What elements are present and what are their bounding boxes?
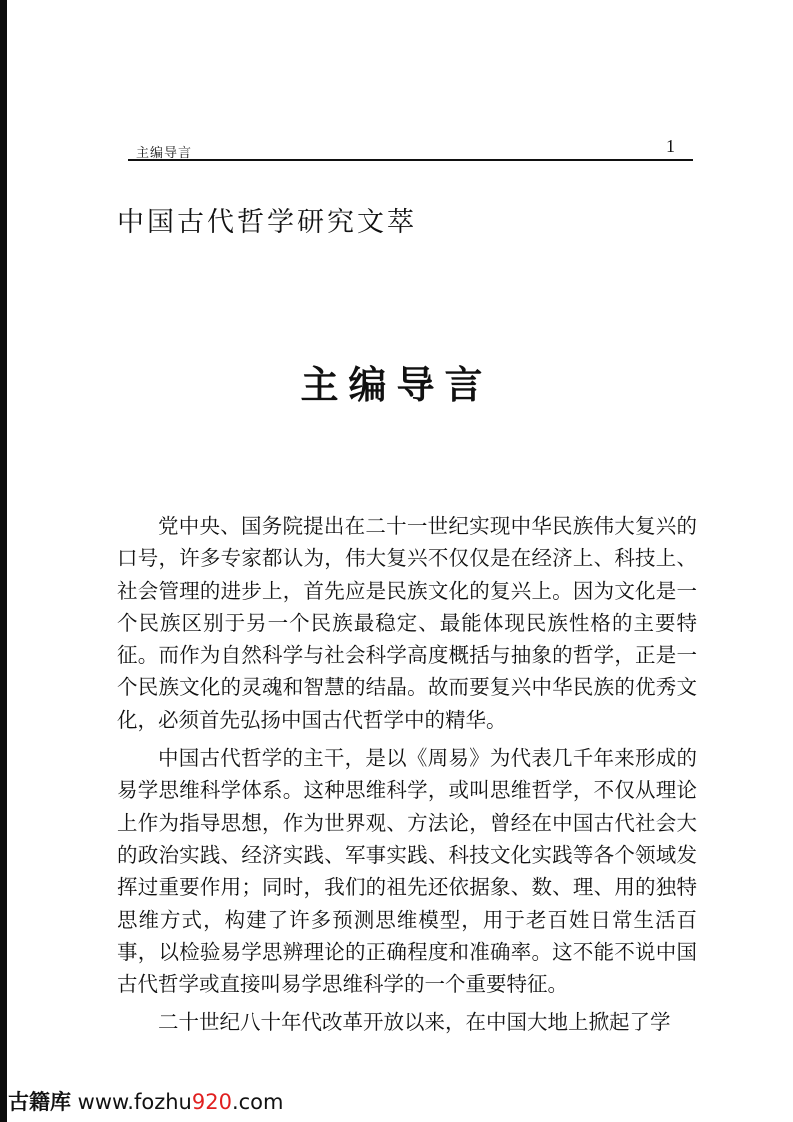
running-title: 主编导言: [136, 146, 193, 161]
chapter-title: 主编导言: [300, 363, 493, 407]
body-text: [117, 510, 697, 1045]
watermark-url-suffix: .com: [231, 1090, 284, 1114]
paragraph: 二十世纪八十年代改革开放以来，在中国大地上掀起了学: [158, 1010, 671, 1035]
running-header: [128, 136, 693, 160]
paragraph: 中国古代哲学的主干，是以《周易》为代表几千年来形成的易学思维科学体系。这种思维科学，或叫思维哲学，不仅从理论上作为指导思想，作为世界观、方法论，曾经在中国古代社会大的政治实践、经济实践、军事实践、科技文化实践等各个领域发挥过重要作用；同时，我们的祖先还依据象、数、理、用的独特思维方式，构建了许多预测思维模型，用于老百姓日常生活百事，以检验易学思辨理论的正确程度和准确率。这不能不说中国古代哲学或直接叫易学思维科学的一个重要特征。: [117, 746, 697, 997]
scan-left-edge: [0, 0, 7, 1122]
watermark-url-number: 920: [191, 1090, 232, 1114]
watermark-name: 古籍库: [8, 1090, 71, 1114]
watermark: [8, 1086, 283, 1116]
paragraph: 党中央、国务院提出在二十一世纪实现中华民族伟大复兴的口号，许多专家都认为，伟大复兴不仅仅是在经济上、科技上、社会管理的进步上，首先应是民族文化的复兴上。因为文化是一个民族区别于另一个民族最稳定、最能体现民族性格的主要特征。而作为自然科学与社会科学高度概括与抽象的哲学，正是一个民族文化的灵魂和智慧的结晶。故而要复兴中华民族的优秀文化，必须首先弘扬中国古代哲学中的精华。: [117, 514, 697, 732]
watermark-url-prefix: www.fozhu: [71, 1090, 192, 1114]
header-rule: [128, 159, 693, 161]
page-number: 1: [666, 136, 675, 156]
series-title: 中国古代哲学研究文萃: [117, 207, 417, 238]
